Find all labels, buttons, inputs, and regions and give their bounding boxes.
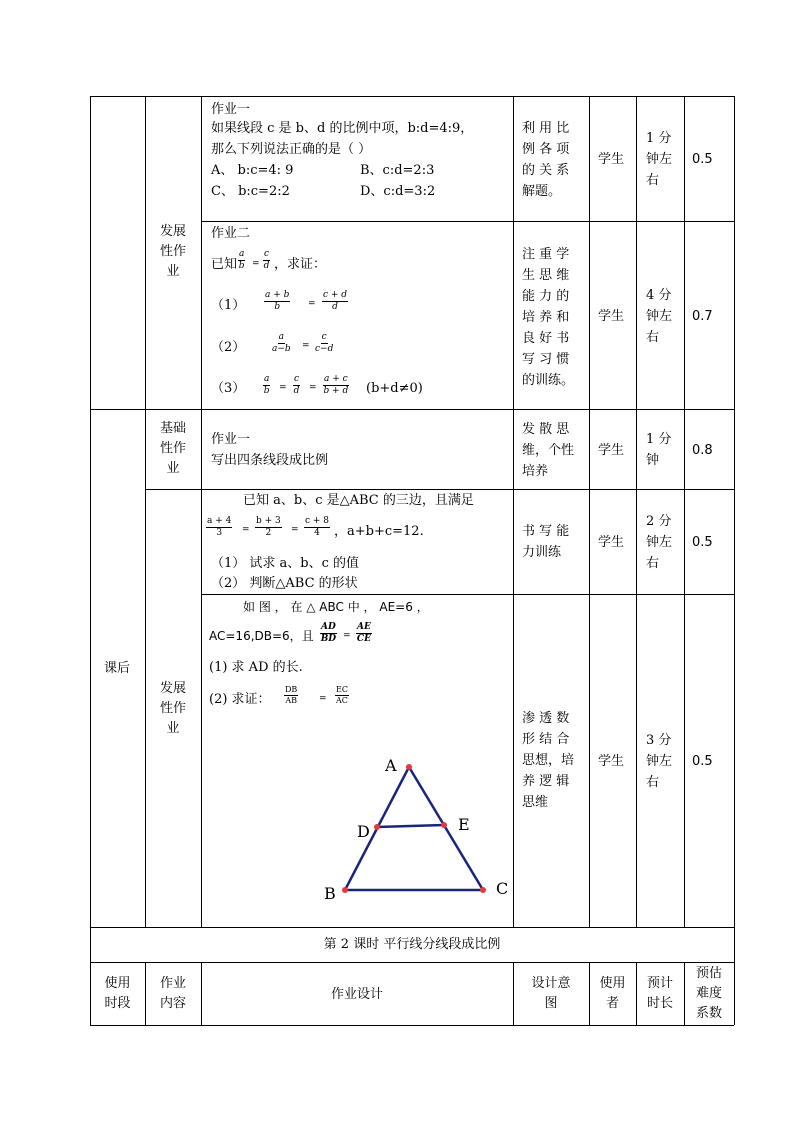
section-text: 发展性作业 — [159, 224, 186, 279]
question-text: 那么下列说法正确的是（ ） — [211, 142, 372, 157]
coef-cell: 0.5 — [692, 152, 713, 167]
intent-line: 力训练 — [522, 545, 562, 560]
option-a: A、 b:c=4: 9 — [211, 163, 294, 178]
time-line: 1 分 — [646, 131, 672, 146]
fraction: $\frac{AD}{BD}$ — [320, 622, 337, 644]
fraction: $\frac{DB}{AB}$ — [285, 685, 298, 705]
header-period — [90, 974, 145, 1014]
header-text: 时段 — [104, 996, 131, 1011]
fraction: $\frac{b + 3}{2}$ — [256, 516, 281, 538]
time-line: 右 — [646, 775, 660, 790]
equals-sign: = — [242, 525, 250, 535]
header-coef — [684, 964, 734, 1024]
intent-line: 利 用 比 — [522, 121, 570, 136]
user-cell: 学生 — [598, 443, 625, 458]
intent-line: 养 逻 辑 — [522, 774, 570, 789]
intent-line: 能 力 的 — [522, 289, 570, 304]
header-text: 图 — [544, 996, 558, 1011]
user-cell: 学生 — [598, 535, 625, 550]
intent-line: 发 散 思 — [522, 422, 570, 437]
point-e — [441, 822, 447, 828]
sub-question: （1） 试求 a、b、c 的值 — [211, 556, 360, 571]
side-ac — [409, 767, 483, 890]
intent-line: 思维 — [522, 795, 549, 810]
fraction: $\frac{a + c}{b + d}$ — [323, 374, 349, 396]
fraction: $\frac{c}{c-d}$ — [315, 332, 334, 354]
intent-line: 形 结 合 — [522, 732, 570, 747]
coef-cell: 0.5 — [692, 535, 713, 550]
proof-item: （3） — [211, 381, 246, 396]
time-line: 右 — [646, 330, 660, 345]
header-content — [145, 974, 201, 1014]
time-line: 2 分 — [646, 514, 672, 529]
intent-line: 例 各 项 — [522, 142, 570, 157]
intent-line: 维，个性 — [522, 443, 575, 458]
header-text: 使用 — [599, 976, 626, 991]
homework-title: 作业一 — [211, 432, 251, 447]
question-text: AC=16,DB=6，且 — [209, 629, 314, 643]
equals-sign: = — [302, 341, 310, 351]
fraction: $\frac{c + 8}{4}$ — [305, 516, 330, 538]
time-line: 钟左 — [646, 152, 673, 167]
question-text: ，a+b+c=12. — [334, 524, 424, 539]
question-text: 已知 a、b、c 是△ABC 的三边，且满足 — [243, 493, 474, 508]
section-text: 基础性作业 — [159, 421, 186, 476]
fraction: $\frac{a}{b}$ — [238, 249, 245, 271]
question-text: 写出四条线段成比例 — [211, 453, 329, 468]
intent-line: 书 写 能 — [522, 524, 570, 539]
fraction: $\frac{c}{d}$ — [263, 249, 270, 271]
intent-line: 的训练。 — [522, 373, 575, 388]
point-b — [342, 887, 348, 893]
section-text: 发展性作业 — [159, 681, 186, 736]
proof-item: （2） — [211, 340, 246, 355]
equals-sign: = — [308, 299, 316, 309]
time-line: 钟左 — [646, 309, 673, 324]
intent-line: 解题。 — [522, 184, 562, 199]
intent-line: 渗 透 数 — [522, 711, 570, 726]
intent-line: 的 关 系 — [522, 163, 570, 178]
period-label: 课后 — [104, 661, 131, 676]
user-cell: 学生 — [598, 754, 625, 769]
fraction: $\frac{AE}{CE}$ — [356, 622, 371, 644]
user-cell: 学生 — [598, 309, 625, 324]
user-cell: 学生 — [598, 152, 625, 167]
equals-sign: = — [291, 525, 299, 535]
header-design: 作业设计 — [330, 987, 383, 1002]
condition: (b+d≠0) — [366, 381, 423, 396]
segment-de — [377, 825, 444, 827]
header-text: 者 — [605, 996, 619, 1011]
label-c: C — [496, 879, 509, 898]
time-line: 钟 — [646, 453, 660, 468]
header-user — [589, 974, 636, 1014]
label-a: A — [385, 756, 397, 775]
header-time — [636, 974, 684, 1014]
header-text: 预估 — [695, 966, 722, 981]
intent-line: 培养 — [522, 464, 549, 479]
header-text: 难度 — [695, 986, 722, 1001]
equals-sign: = — [279, 383, 287, 393]
option-d: D、c:d=3:2 — [360, 184, 436, 199]
point-c — [480, 887, 486, 893]
equals-sign: = — [343, 631, 351, 641]
header-text: 系数 — [695, 1006, 722, 1021]
time-line: 右 — [646, 173, 660, 188]
fraction: $\frac{a}{a-b}$ — [272, 332, 291, 354]
equals-sign: = — [252, 259, 260, 269]
homework-title: 作业一 — [211, 102, 251, 117]
given-prefix: 已知 — [211, 257, 238, 272]
time-line: 4 分 — [646, 288, 672, 303]
question-text: 如 图 ， 在 △ ABC 中 ， AE=6 ， — [243, 600, 429, 614]
header-text: 预计 — [646, 976, 673, 991]
coef-cell: 0.8 — [692, 443, 713, 458]
label-b: B — [324, 884, 336, 903]
fraction: $\frac{EC}{AC}$ — [336, 685, 348, 705]
header-text: 作业 — [159, 976, 186, 991]
coef-cell: 0.7 — [692, 309, 713, 324]
time-line: 1 分 — [646, 432, 672, 447]
header-intent — [513, 974, 589, 1014]
intent-line: 培 养 和 — [522, 310, 570, 325]
point-d — [374, 824, 380, 830]
fraction: $\frac{a}{b}$ — [263, 374, 270, 396]
header-text: 设计意 — [531, 976, 571, 991]
equals-sign: = — [309, 383, 317, 393]
equals-sign: = — [319, 694, 327, 704]
sub-question: (1) 求 AD 的长. — [209, 660, 303, 675]
point-a — [406, 764, 412, 770]
intent-line: 注 重 学 — [522, 247, 570, 262]
time-line: 3 分 — [646, 733, 672, 748]
header-text: 内容 — [159, 996, 186, 1011]
intent-line: 良 好 书 — [522, 331, 570, 346]
lesson-title: 第 2 课时 平行线分线段成比例 — [323, 937, 501, 952]
time-line: 钟左 — [646, 754, 673, 769]
header-text: 时长 — [646, 996, 673, 1011]
sub-question: （2） 判断△ABC 的形状 — [211, 576, 358, 591]
time-line: 右 — [646, 556, 660, 571]
proof-item: （1） — [211, 298, 246, 313]
label-e: E — [458, 815, 470, 834]
fraction: $\frac{a + 4}{3}$ — [207, 516, 232, 538]
label-d: D — [357, 822, 370, 841]
header-text: 使用 — [104, 976, 131, 991]
intent-line: 生 思 维 — [522, 268, 570, 283]
option-c: C、 b:c=2:2 — [211, 184, 290, 199]
homework-title: 作业二 — [211, 226, 251, 241]
intent-line: 思想，培 — [522, 753, 575, 768]
sub-question: (2) 求证： — [209, 692, 271, 707]
given-suffix: ，求证： — [274, 257, 327, 272]
coef-cell: 0.5 — [692, 754, 713, 769]
question-text: 如果线段 c 是 b、d 的比例中项，b:d=4:9， — [211, 121, 474, 136]
option-b: B、c:d=2:3 — [360, 163, 435, 178]
intent-line: 写 习 惯 — [522, 352, 570, 367]
fraction: $\frac{c + d}{d}$ — [323, 290, 348, 312]
fraction: $\frac{a + b}{b}$ — [265, 290, 290, 312]
fraction: $\frac{c}{d}$ — [293, 374, 300, 396]
time-line: 钟左 — [646, 535, 673, 550]
